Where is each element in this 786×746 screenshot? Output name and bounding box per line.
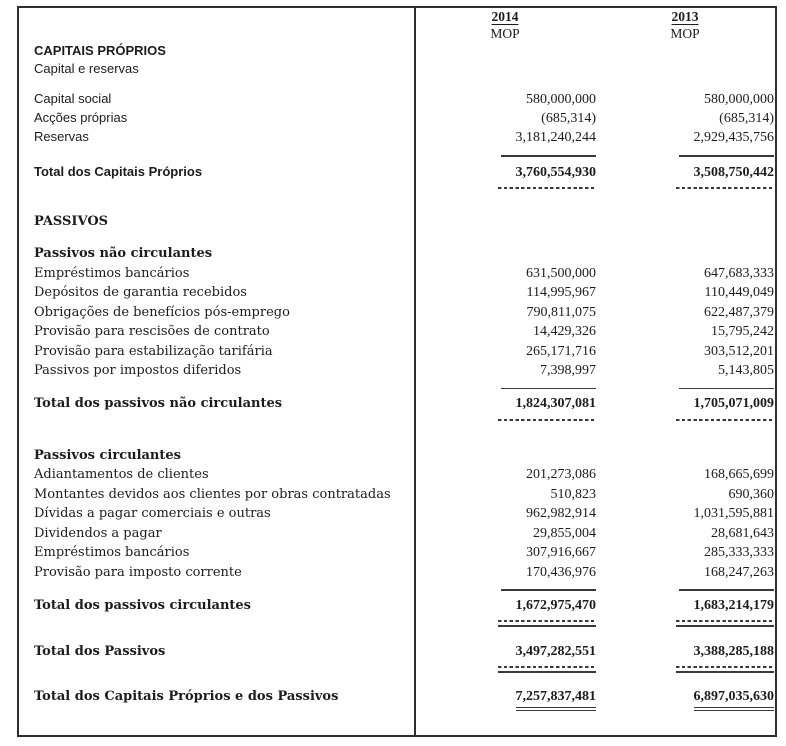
table-row xyxy=(19,264,775,284)
value-2013: 303,512,201 xyxy=(704,343,774,359)
table-row xyxy=(19,303,775,323)
table-row xyxy=(19,524,775,544)
table-row xyxy=(19,361,775,381)
value-2014: 510,823 xyxy=(550,486,596,502)
value-2013: 5,143,805 xyxy=(718,363,774,378)
noncurrent-total-row xyxy=(19,394,775,414)
value-2014: 14,429,326 xyxy=(533,324,596,339)
grand-total-value-2013 xyxy=(596,687,774,711)
dashed-solid-line xyxy=(596,666,774,673)
table-row xyxy=(19,90,775,109)
table-row xyxy=(19,504,775,524)
total-value-2014: 3,760,554,930 xyxy=(515,164,596,180)
value-2013: 580,000,000 xyxy=(704,92,774,107)
table-row xyxy=(19,128,775,147)
row-label: Provisão para imposto corrente xyxy=(34,564,242,580)
value-2014: 3,181,240,244 xyxy=(515,130,596,145)
total-value-2014: 1,824,307,081 xyxy=(515,396,596,411)
double-underlined-value: 6,897,035,630 xyxy=(694,687,775,711)
value-2014: 631,500,000 xyxy=(526,265,596,281)
subsection-heading: Passivos não circulantes xyxy=(34,246,213,261)
dashed-solid-rule-row xyxy=(19,620,775,627)
subtotal-rule-row xyxy=(19,388,775,390)
column-divider-line xyxy=(414,8,416,735)
value-2014: 170,436,976 xyxy=(526,564,596,580)
table-row xyxy=(19,563,775,583)
equity-total-row xyxy=(19,163,775,182)
row-label: Capital social xyxy=(34,91,112,106)
value-2014: 962,982,914 xyxy=(526,506,596,521)
total-label: Total dos passivos circulantes xyxy=(34,597,251,613)
dashed-rule-row xyxy=(19,419,775,421)
row-label: Reservas xyxy=(34,129,89,144)
value-2013: 622,487,379 xyxy=(704,304,774,320)
rule-line xyxy=(596,388,774,390)
value-2014: 265,171,716 xyxy=(526,343,596,359)
value-2013: 28,681,643 xyxy=(711,525,774,541)
equity-subheading-row xyxy=(19,60,775,78)
dashed-line xyxy=(596,419,774,421)
total-label: Total dos Passivos xyxy=(34,643,166,659)
value-2014: 201,273,086 xyxy=(526,467,596,482)
year-header-row xyxy=(19,8,775,25)
rule-line xyxy=(596,589,774,591)
table-row xyxy=(19,465,775,485)
row-label: Adiantamentos de clientes xyxy=(34,467,209,482)
value-2014: 580,000,000 xyxy=(526,92,596,107)
grand-total-value-2014 xyxy=(414,687,596,711)
dashed-line xyxy=(596,187,774,189)
current-total-row xyxy=(19,596,775,616)
total-value-2014: 1,672,975,470 xyxy=(515,597,596,613)
year-2013-header: 2013 xyxy=(671,9,699,24)
total-label: Total dos Capitais Próprios xyxy=(34,163,203,179)
table-row xyxy=(19,283,775,303)
value-2014: 790,811,075 xyxy=(526,304,596,320)
row-label: Dividendos a pagar xyxy=(34,525,162,541)
dashed-solid-line xyxy=(596,620,774,627)
value-2014: 7,398,997 xyxy=(540,363,596,378)
total-value-2014: 3,497,282,551 xyxy=(515,643,596,659)
table-row xyxy=(19,485,775,505)
currency-header-row xyxy=(19,25,775,42)
value-2013: 168,665,699 xyxy=(704,467,774,482)
subtotal-rule-row xyxy=(19,589,775,591)
total-value-2013: 3,508,750,442 xyxy=(693,164,774,180)
value-2013: 168,247,263 xyxy=(704,564,774,580)
dashed-solid-line xyxy=(414,620,596,627)
total-value-2013: 1,683,214,179 xyxy=(693,597,774,613)
total-value-2013: 1,705,071,009 xyxy=(693,396,774,411)
row-label: Empréstimos bancários xyxy=(34,545,190,560)
dashed-line xyxy=(414,419,596,421)
liabilities-heading-row xyxy=(19,212,775,232)
total-value-2013: 3,388,285,188 xyxy=(693,643,774,659)
row-label: Empréstimos bancários xyxy=(34,265,190,281)
statement-table xyxy=(17,6,777,737)
double-underlined-value: 7,257,837,481 xyxy=(516,687,597,711)
noncurrent-heading-row xyxy=(19,244,775,264)
value-2014: 307,916,667 xyxy=(526,545,596,560)
dashed-solid-line xyxy=(414,666,596,673)
value-2013: 1,031,595,881 xyxy=(693,506,774,521)
row-label: Montantes devidos aos clientes por obras contratadas xyxy=(34,486,391,502)
rule-line xyxy=(596,155,774,157)
row-label: Dívidas a pagar comerciais e outras xyxy=(34,506,271,521)
row-label: Passivos por impostos diferidos xyxy=(34,363,242,378)
value-2013: 2,929,435,756 xyxy=(693,130,774,145)
value-2013: 690,360 xyxy=(728,486,774,502)
row-label: Provisão para rescisões de contrato xyxy=(34,324,270,339)
value-2013: 110,449,049 xyxy=(704,285,774,300)
dashed-solid-rule-row xyxy=(19,666,775,673)
value-2013: 285,333,333 xyxy=(704,545,774,560)
liabilities-total-row xyxy=(19,642,775,662)
grand-total-label: Total dos Capitais Próprios e dos Passivos xyxy=(34,688,339,704)
rule-line xyxy=(414,589,596,591)
value-2014: 114,995,967 xyxy=(526,285,596,300)
grand-total-row xyxy=(19,687,775,711)
section-heading: CAPITAIS PRÓPRIOS xyxy=(34,43,166,58)
section-subheading: Capital e reservas xyxy=(34,61,139,76)
dashed-rule-row xyxy=(19,187,775,189)
value-2014: (685,314) xyxy=(541,111,596,126)
current-heading-row xyxy=(19,446,775,466)
rule-line xyxy=(414,388,596,390)
dashed-line xyxy=(414,187,596,189)
subtotal-rule-row xyxy=(19,155,775,157)
section-heading: PASSIVOS xyxy=(34,213,109,229)
table-row xyxy=(19,322,775,342)
row-label: Acções próprias xyxy=(34,110,128,125)
row-label: Depósitos de garantia recebidos xyxy=(34,285,247,300)
table-row xyxy=(19,342,775,362)
value-2014: 29,855,004 xyxy=(533,525,596,541)
year-2014-header: 2014 xyxy=(491,9,519,24)
currency-2014-label: MOP xyxy=(490,26,520,41)
value-2013: 647,683,333 xyxy=(704,265,774,281)
value-2013: (685,314) xyxy=(719,111,774,126)
equity-heading-row xyxy=(19,42,775,60)
row-label: Provisão para estabilização tarifária xyxy=(34,343,273,359)
table-row xyxy=(19,109,775,128)
row-label: Obrigações de benefícios pós-emprego xyxy=(34,304,290,320)
total-label: Total dos passivos não circulantes xyxy=(34,396,283,411)
subsection-heading: Passivos circulantes xyxy=(34,447,181,463)
currency-2013-label: MOP xyxy=(670,26,700,41)
rule-line xyxy=(414,155,596,157)
value-2013: 15,795,242 xyxy=(711,324,774,339)
table-row xyxy=(19,543,775,563)
